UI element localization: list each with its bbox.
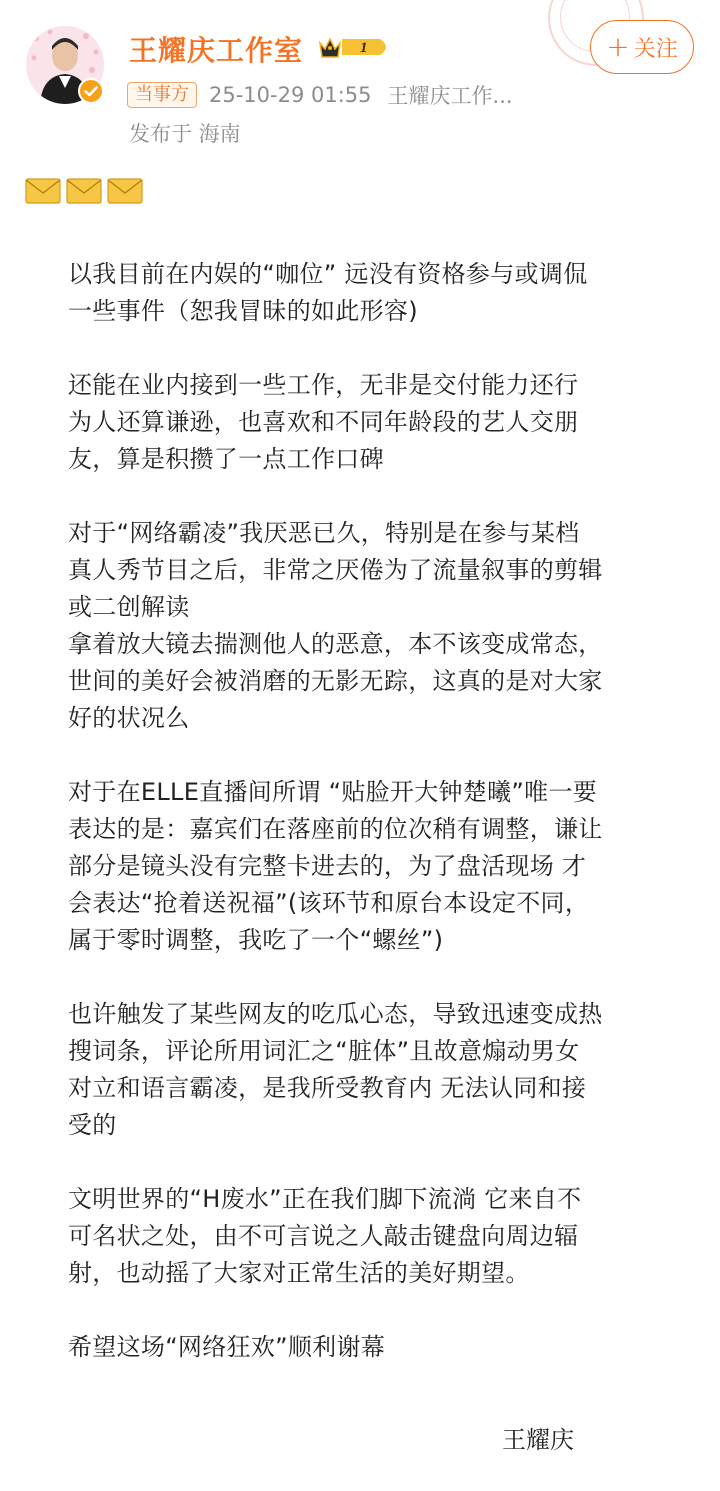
post-paragraph [68, 1329, 688, 1366]
text-line: 真人秀节目之后，非常之厌倦为了流量叙事的剪辑 [68, 556, 603, 584]
verified-check-mark [80, 80, 102, 102]
text-line: 希望这场“网络狂欢”顺利谢幕 [68, 1333, 386, 1361]
post-paragraph [68, 996, 688, 1144]
vip-badge-graphic [316, 33, 394, 61]
text-line: 为人还算谦逊，也喜欢和不同年龄段的艺人交朋 [68, 408, 579, 436]
text-line: 还能在业内接到一些工作，无非是交付能力还行 [68, 371, 579, 399]
envelope-icon [107, 178, 143, 204]
envelope-emoji-row [25, 178, 143, 204]
text-line: 可名状之处，由不可言说之人敲击键盘向周边辐 [68, 1222, 579, 1250]
text-line: 友，算是积攒了一点工作口碑 [68, 445, 384, 473]
post-paragraph [68, 1181, 688, 1292]
crown-vip-badge-icon[interactable] [316, 33, 394, 61]
post-location: 发布于 海南 [129, 122, 241, 146]
post-meta [127, 80, 513, 110]
account-name[interactable]: 王耀庆工作室 [129, 34, 304, 67]
verified-badge-icon [78, 78, 104, 104]
envelope-icon [25, 178, 61, 204]
text-line: 好的状况么 [68, 704, 190, 732]
vip-level-text: 1 [360, 40, 368, 56]
post-source[interactable]: 王耀庆工作... [387, 84, 513, 108]
role-tag: 当事方 [127, 82, 197, 108]
post-time: 25-10-29 01:55 [209, 83, 372, 107]
text-line: 表达的是：嘉宾们在落座前的位次稍有调整，谦让 [68, 815, 603, 843]
envelope-icon [66, 178, 102, 204]
post-paragraph [68, 774, 688, 959]
follow-label: 关注 [633, 36, 678, 62]
text-line: 世间的美好会被消磨的无影无踪，这真的是对大家 [68, 667, 603, 695]
text-line: 文明世界的“H废水”正在我们脚下流淌 它来自不 [68, 1185, 582, 1213]
follow-button[interactable] [590, 20, 694, 74]
text-line: 对于在ELLE直播间所谓 “贴脸开大钟楚曦”唯一要 [68, 778, 598, 806]
text-line: 一些事件（恕我冒昧的如此形容) [68, 297, 418, 325]
text-line: 或二创解读 [68, 593, 190, 621]
post-signature: 王耀庆 [502, 1426, 574, 1454]
text-line: 也许触发了某些网友的吃瓜心态，导致迅速变成热 [68, 1000, 603, 1028]
text-line: 对立和语言霸凌，是我所受教育内 无法认同和接 [68, 1074, 587, 1102]
post-paragraph [68, 367, 688, 478]
post-paragraph [68, 256, 688, 330]
text-line: 受的 [68, 1111, 117, 1139]
text-line: 拿着放大镜去揣测他人的恶意，本不该变成常态， [68, 630, 603, 658]
text-line: 射，也动摇了大家对正常生活的美好期望。 [68, 1259, 530, 1287]
text-line: 以我目前在内娱的“咖位” 远没有资格参与或调侃 [68, 260, 588, 288]
text-line: 会表达“抢着送祝福”(该环节和原台本设定不同， [68, 889, 590, 917]
text-line: 搜词条，评论所用词汇之“脏体”且故意煽动男女 [68, 1037, 580, 1065]
text-line: 部分是镜头没有完整卡进去的，为了盘活现场 才 [68, 852, 587, 880]
text-line: 属于零时调整，我吃了一个“螺丝”) [68, 926, 444, 954]
text-line: 对于“网络霸凌”我厌恶已久，特别是在参与某档 [68, 519, 580, 547]
post-body [68, 256, 688, 1403]
post-paragraph [68, 515, 688, 737]
plus-icon: + [606, 30, 630, 63]
